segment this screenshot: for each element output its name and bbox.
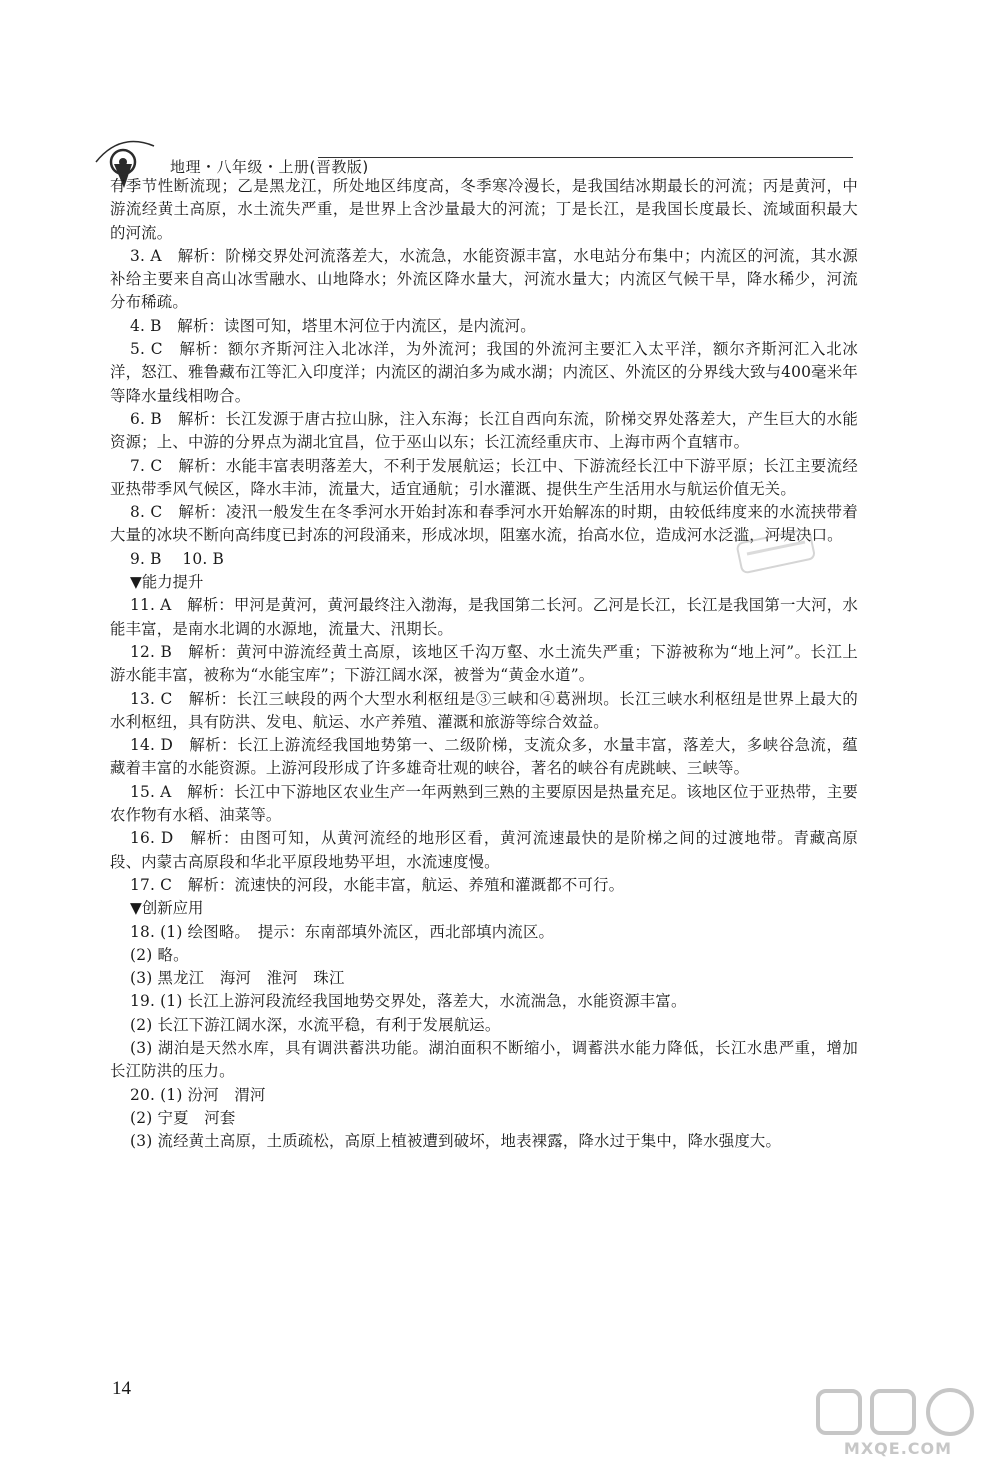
corner-logo-graphic <box>808 1385 988 1439</box>
answer-20-3: (3) 流经黄土高原，土质疏松，高原上植被遭到破坏，地表裸露，降水过于集中，降水强度大。 <box>130 1132 782 1151</box>
answer-12: 12. B 解析：黄河中游流经黄土高原，该地区千沟万壑、水土流失严重；下游被称为“地上河”。长江上游水能丰富，被称为“水能宝库”；下游江阔水深，被誉为“黄金水道”。 <box>110 642 858 685</box>
answer-14: 14. D 解析：长江上游流经我国地势第一、二级阶梯，支流众多，水量丰富，落差大，多峡谷急流，蕴藏着丰富的水能资源。上游河段形成了许多雄奇壮观的峡谷，著名的峡谷有虎跳峡、三峡等。 <box>110 736 858 778</box>
section-innovation: ▼创新应用 <box>130 899 204 918</box>
corner-watermark-logo <box>808 1385 988 1465</box>
answer-5: 5. C 解析：额尔齐斯河注入北冰洋，为外流河；我国的外流河主要汇入太平洋，额尔齐斯河汇入北冰洋，怒江、雅鲁藏布江等汇入印度洋；内流区的湖泊多为咸水湖；内流区、外流区的分界线大致与400毫米年等降水量线相吻合。 <box>110 340 858 405</box>
answer-content <box>110 175 858 1153</box>
answer-19-3: (3) 湖泊是天然水库，具有调洪蓄洪功能。湖泊面积不断缩小，调蓄洪水能力降低，长江水患严重，增加长江防洪的压力。 <box>110 1038 858 1081</box>
answer-11: 11. A 解析：甲河是黄河，黄河最终注入渤海，是我国第二长河。乙河是长江，长江是我国第一大河，水能丰富，是南水北调的水源地，流量大、汛期长。 <box>110 596 858 638</box>
book-title: 地理・八年级・上册(晋教版) <box>170 158 369 176</box>
corner-watermark-text: MXQE.COM <box>843 1439 953 1458</box>
answer-18-2: (2) 略。 <box>130 945 189 964</box>
answer-16: 16. D 解析：由图可知，从黄河流经的地形区看，黄河流速最快的是阶梯之间的过渡地带。青藏高原段、内蒙古高原段和华北平原段地势平坦，水流速度慢。 <box>110 829 858 871</box>
answer-3: 3. A 解析：阶梯交界处河流落差大，水流急，水能资源丰富，水电站分布集中；内流区的河流，其水源补给主要来自高山冰雪融水、山地降水；外流区降水量大，河流水量大；内流区气候干旱，降水稀少，河流分布稀疏。 <box>110 246 858 312</box>
answer-19-1: 19. (1) 长江上游河段流经我国地势交界处，落差大，水流湍急，水能资源丰富。 <box>130 992 687 1011</box>
answer-4: 4. B 解析：读图可知，塔里木河位于内流区，是内流河。 <box>130 316 536 335</box>
answer-20-2: (2) 宁夏 河套 <box>130 1108 236 1127</box>
answer-20-1: 20. (1) 汾河 渭河 <box>130 1085 266 1104</box>
answer-15: 15. A 解析：长江中下游地区农业生产一年两熟到三熟的主要原因是热量充足。该地区位于亚热带，主要农作物有水稻、油菜等。 <box>110 782 858 825</box>
answer-19-2: (2) 长江下游江阔水深，水流平稳，有利于发展航运。 <box>130 1015 501 1034</box>
page-number: 14 <box>112 1378 131 1399</box>
answer-13: 13. C 解析：长江三峡段的两个大型水利枢纽是③三峡和④葛洲坝。长江三峡水利枢纽是世界上最大的水利枢纽，具有防洪、发电、航运、水产养殖、灌溉和旅游等综合效益。 <box>110 689 858 731</box>
answer-6: 6. B 解析：长江发源于唐古拉山脉，注入东海；长江自西向东流，阶梯交界处落差大，产生巨大的水能资源；上、中游的分界点为湖北宜昌，位于巫山以东；长江流经重庆市、上海市两个直辖市。 <box>110 409 858 452</box>
answer-7: 7. C 解析：水能丰富表明落差大，不利于发展航运；长江中、下游流经长江中下游平原；长江主要流经亚热带季风气候区，降水丰沛，流量大，适宜通航；引水灌溉、提供生产生活用水与航运价值无关。 <box>110 456 858 498</box>
answer-8: 8. C 解析：凌汛一般发生在冬季河水开始封冻和春季河水开始解冻的时期，由较低纬度来的水流挟带着大量的冰块不断向高纬度已封冻的河段涌来，形成冰坝，阻塞水流，抬高水位，造成河水泛滥，河堤决口。 <box>110 503 858 545</box>
answer-17: 17. C 解析：流速快的河段，水能丰富，航运、养殖和灌溉都不可行。 <box>130 875 625 894</box>
answer-18-1: 18. (1) 绘图略。 提示：东南部填外流区，西北部填内流区。 <box>130 922 555 941</box>
section-ability: ▼能力提升 <box>130 573 204 592</box>
answer-9-10: 9. B 10. B <box>130 549 225 568</box>
answer-18-3: (3) 黑龙江 海河 淮河 珠江 <box>130 969 345 988</box>
header-rule <box>318 157 853 158</box>
stamp-watermark <box>735 528 817 576</box>
paragraph-continued: 有季节性断流现；乙是黑龙江，所处地区纬度高，冬季寒冷漫长，是我国结冰期最长的河流；丙是黄河，中游流经黄土高原，水土流失严重，是世界上含沙量最大的河流；丁是长江，是我国长度最长、流域面积最大的河流。 <box>110 177 858 242</box>
